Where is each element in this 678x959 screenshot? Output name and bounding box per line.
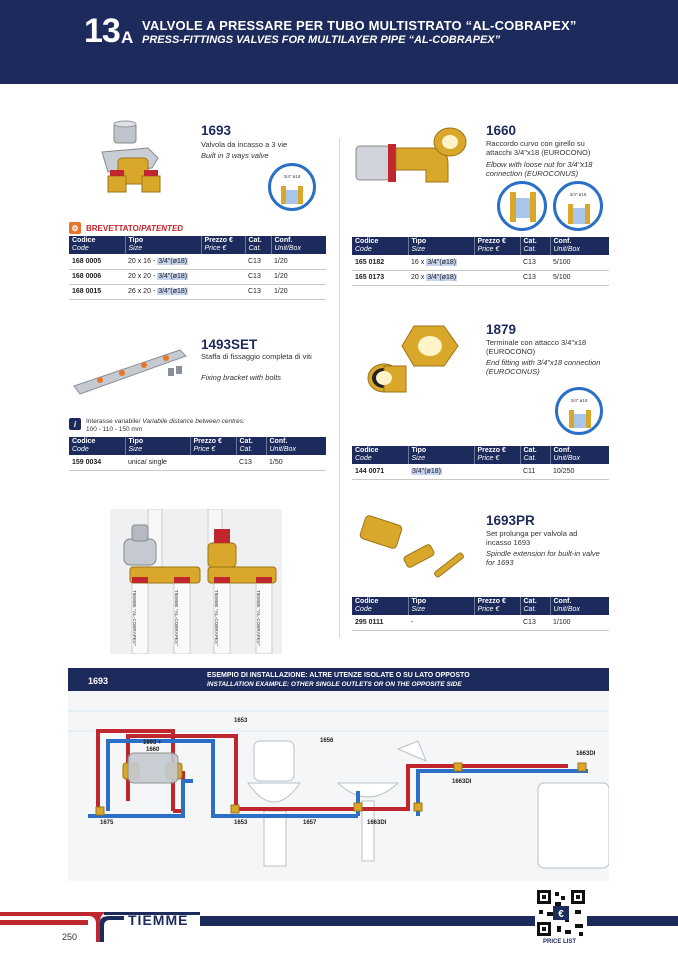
qr-code-icon: [535, 888, 587, 938]
circle-label: 3/4" ø18: [569, 191, 587, 197]
col-code-en: Code: [72, 245, 89, 252]
pipe-print-4: TIEMME "AL-COBRAPEX": [256, 590, 261, 647]
table-row: 165 0173 20 x 3/4"(ø18) C13 5/100: [352, 270, 609, 285]
label-1693-1660-b: 1660: [146, 747, 160, 753]
table-1693pr: Codice Code Tipo Size Prezzo € Price € Cat. Cat. Conf. Unit/Box 295 0111 - C13 1/100: [352, 597, 609, 631]
footer-brand: TIEMME: [128, 912, 189, 928]
col-type-en: Size: [128, 245, 143, 252]
product-desc-en-1879: End fitting with 3/4"x18 connection (EUROCONUS): [486, 358, 601, 376]
svg-text:€: €: [558, 909, 564, 920]
price-list-label: PRICE LIST: [543, 939, 577, 945]
product-desc-en-1693pr: Spindle extension for built-in valve for 1693: [486, 549, 600, 567]
table-1693: [69, 236, 326, 300]
patent-icon: ⚙: [69, 222, 81, 234]
col-box-en: Unit/Box: [274, 245, 301, 252]
detail-circle-1660-right: [553, 181, 603, 231]
product-code-1493set: 1493SET: [201, 337, 258, 352]
product-desc-it-1660: Raccordo curvo con girello su attacchi 3/4"x18 (EUROCONO): [486, 139, 591, 157]
col-cat-en: Cat.: [248, 245, 262, 252]
pipe-print-2: TIEMME "AL-COBRAPEX": [174, 590, 179, 647]
chapter-letter: A: [121, 28, 134, 47]
circle-label: 3/4" ø18: [283, 173, 301, 179]
installation-diagram: [68, 691, 609, 881]
product-desc-en-1660: Elbow with loose nut for 3/4"x18 connection (EUROCONUS): [486, 160, 593, 178]
installation-title-it: ESEMPIO DI INSTALLAZIONE: ALTRE UTENZE ISOLATE O SU LATO OPPOSTO: [207, 672, 470, 679]
info-values: 100 - 110 - 150 mm: [86, 425, 143, 433]
installation-code: 1693: [88, 676, 109, 686]
product-code-1660: 1660: [486, 123, 517, 138]
label-1657: 1657: [303, 820, 317, 826]
table-row: 295 0111 - C13 1/100: [352, 615, 609, 630]
fitting-detail-icon: [510, 192, 536, 222]
product-desc-it-1493set: Staffa di fissaggio completa di viti: [201, 352, 312, 361]
label-1675: 1675: [100, 820, 114, 826]
pipe-print-3: TIEMME "AL-COBRAPEX": [214, 590, 219, 647]
column-divider: [339, 138, 340, 638]
valve-1693-image: [92, 118, 174, 200]
col-price-en: Price €: [204, 245, 227, 252]
col-box: Conf.: [274, 237, 293, 244]
fitting-detail-icon: [279, 186, 305, 206]
info-label-it: Interasse variabile/: [86, 418, 141, 425]
bracket-1493set-image: [72, 346, 190, 398]
product-code-1879: 1879: [486, 322, 517, 337]
detail-circle-1879: [555, 387, 603, 435]
detail-circle-1660-left: [497, 181, 547, 231]
col-cat: Cat.: [248, 237, 262, 244]
detail-circle-1693: [268, 163, 316, 211]
table-1660: Codice Code Tipo Size Prezzo € Price € Cat. Cat. Conf. Unit/Box 165 0182 16 x 3/4"(ø18) C13 5/100 165 0173 20 x 3/4"(ø18) C13 5/100: [352, 237, 609, 286]
installation-title-en: INSTALLATION EXAMPLE: OTHER SINGLE OUTLETS OR ON THE OPPOSITE SIDE: [207, 681, 462, 688]
table-row: 168 0005 20 x 16 - 3/4"(ø18) C13 1/20: [69, 254, 326, 269]
product-desc-it-1693pr: Set prolunga per valvola ad incasso 1693: [486, 529, 578, 547]
label-1656: 1656: [320, 738, 334, 744]
product-desc-it-1879: Terminale con attacco 3/4"x18 (EUROCONO): [486, 338, 587, 356]
label-1663di-bottom: 1663DI: [367, 820, 387, 826]
col-code: Codice: [72, 237, 96, 244]
table-row: 168 0006 20 x 20 - 3/4"(ø18) C13 1/20: [69, 269, 326, 284]
product-desc-it-1693: Valvola da incasso a 3 vie: [201, 140, 288, 149]
patented-badge: [69, 222, 183, 234]
table-row: 165 0182 16 x 3/4"(ø18) C13 5/100: [352, 255, 609, 270]
label-1653-top: 1653: [234, 718, 248, 724]
label-1693-1660-a: 1693 +: [143, 740, 162, 746]
product-desc-en-1493set: Fixing bracket with bolts: [201, 373, 282, 382]
info-label-en: Variabile distance between centres:: [140, 418, 245, 425]
patented-label-it: BREVETTATO/: [86, 223, 142, 233]
spindle-1693pr-image: [358, 512, 470, 584]
table-row: 159 0034 unica/ single C13 1/50: [69, 455, 326, 470]
fitting-detail-icon: [567, 204, 591, 226]
fitting-detail-icon: [568, 410, 592, 430]
end-fitting-1879-image: [362, 322, 462, 400]
label-1653-bottom: 1653: [234, 820, 248, 826]
product-code-1693: 1693: [201, 123, 232, 138]
page-number: 250: [62, 932, 78, 942]
col-type: Tipo: [128, 237, 144, 244]
info-icon: i: [69, 418, 81, 430]
page-title-it: VALVOLE A PRESSARE PER TUBO MULTISTRATO “AL-COBRAPEX”: [142, 18, 577, 33]
patented-label-en: PATENTED: [141, 223, 184, 233]
product-desc-en-1693: Built in 3 ways valve: [201, 151, 269, 160]
label-1663di-mid: 1663DI: [452, 779, 472, 785]
col-price: Prezzo €: [204, 237, 233, 244]
table-1879: Codice Code Tipo Size Prezzo € Price € Cat. Cat. Conf. Unit/Box 144 0071 3/4"(ø18) C11 10/250: [352, 446, 609, 480]
elbow-1660-image: [352, 124, 470, 194]
info-note-1493set: [69, 418, 245, 433]
label-1663di-right: 1663DI: [576, 751, 596, 757]
page-title-en: PRESS-FITTINGS VALVES FOR MULTILAYER PIPE “AL-COBRAPEX”: [142, 34, 501, 46]
table-row: 168 0015 26 x 20 - 3/4"(ø18) C13 1/20: [69, 284, 326, 299]
table-row: 144 0071 3/4"(ø18) C11 10/250: [352, 464, 609, 479]
table-1493set: Codice Code Tipo Size Prezzo € Price € Cat. Cat. Conf. Unit/Box 159 0034 unica/ single C13 1/50: [69, 437, 326, 471]
product-code-1693pr: 1693PR: [486, 513, 535, 528]
circle-label: 3/4" ø18: [570, 397, 588, 403]
pipe-print-1: TIEMME "AL-COBRAPEX": [132, 590, 137, 647]
chapter-number: 13: [84, 12, 120, 50]
